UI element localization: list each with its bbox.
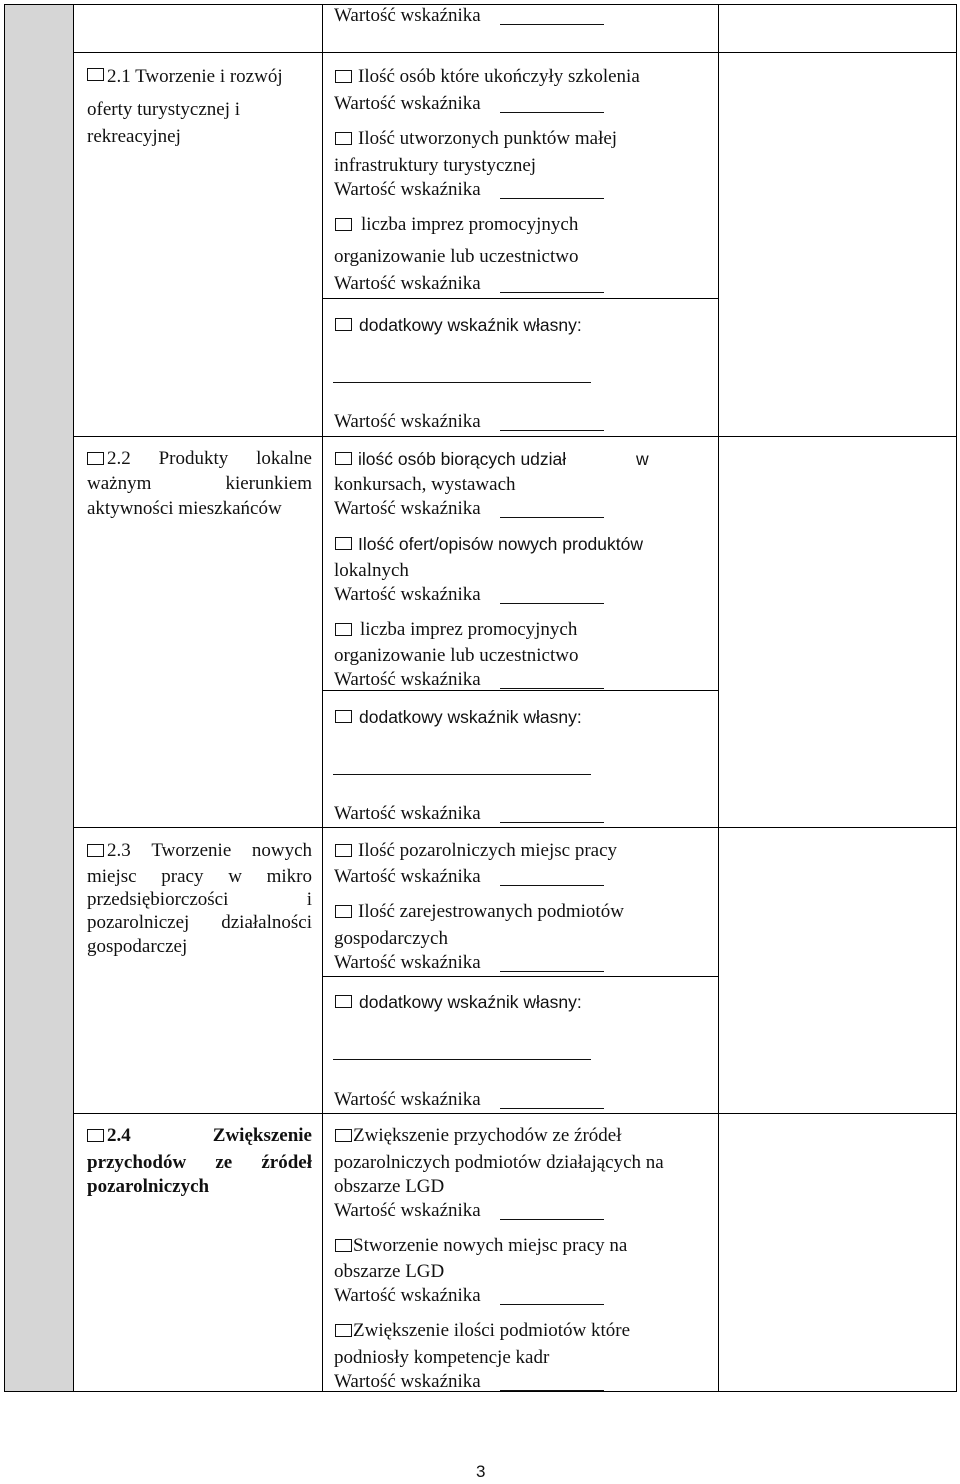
value-label: Wartość wskaźnika: [334, 1089, 481, 1110]
indicator-checkbox[interactable]: [335, 70, 352, 83]
value-blank[interactable]: [500, 603, 604, 604]
indicator-label: pozarolniczych podmiotów działających na: [334, 1152, 664, 1173]
indicator-label: lokalnych: [334, 560, 409, 581]
value-label: Wartość wskaźnika: [334, 584, 481, 605]
indicator-label: Ilość zarejestrowanych podmiotów: [358, 901, 624, 922]
value-blank[interactable]: [500, 292, 604, 293]
row-divider-3: [73, 827, 957, 828]
indicator-label: liczba imprez promocyjnych: [360, 619, 578, 640]
page-number: 3: [476, 1462, 486, 1481]
indicator-checkbox[interactable]: [335, 537, 352, 550]
value-blank[interactable]: [500, 24, 604, 25]
own-divider-3: [322, 976, 719, 977]
value-label: Wartość wskaźnika: [334, 952, 481, 973]
value-label: Wartość wskaźnika: [334, 866, 481, 887]
value-blank[interactable]: [500, 1108, 604, 1109]
value-label: Wartość wskaźnika: [334, 803, 481, 824]
indicator-label: liczba imprez promocyjnych: [361, 214, 579, 235]
indicator-label: obszarze LGD: [334, 1176, 445, 1197]
row1-checkbox[interactable]: [87, 68, 104, 81]
own-indicator-checkbox[interactable]: [335, 995, 352, 1008]
own-indicator-checkbox[interactable]: [335, 318, 352, 331]
value-label: Wartość wskaźnika: [334, 669, 481, 690]
value-blank[interactable]: [500, 688, 604, 689]
row1-title: oferty turystycznej i: [87, 99, 241, 120]
value-label: Wartość wskaźnika: [334, 93, 481, 114]
row2-title: 2.2 Produkty lokalne: [107, 448, 312, 469]
value-label: Wartość wskaźnika: [334, 1200, 481, 1221]
indicator-label: infrastruktury turystycznej: [334, 155, 537, 176]
table-border-gray: [73, 4, 74, 1392]
own-indicator-blank[interactable]: [333, 774, 591, 775]
indicator-label: organizowanie lub uczestnictwo: [334, 645, 579, 666]
indicator-checkbox[interactable]: [335, 1324, 352, 1337]
indicator-label: Stworzenie nowych miejsc pracy na: [353, 1235, 628, 1256]
indicator-checkbox[interactable]: [335, 844, 352, 857]
row4-title: pozarolniczych: [87, 1176, 210, 1197]
indicator-checkbox[interactable]: [335, 905, 352, 918]
table-border-col3: [718, 4, 719, 1392]
row-divider-2: [73, 436, 957, 437]
value-label: Wartość wskaźnika: [334, 1285, 481, 1306]
row4-checkbox[interactable]: [87, 1129, 104, 1142]
value-blank[interactable]: [500, 430, 604, 431]
indicator-label: Zwiększenie przychodów ze źródeł: [353, 1125, 622, 1146]
indicator-checkbox[interactable]: [335, 1239, 352, 1252]
row1-title: 2.1 Tworzenie i rozwój: [107, 66, 283, 87]
indicator-label: Ilość pozarolniczych miejsc pracy: [358, 840, 618, 861]
value-label: Wartość wskaźnika: [334, 498, 481, 519]
value-label: Wartość wskaźnika: [334, 5, 481, 26]
value-blank[interactable]: [500, 112, 604, 113]
value-blank[interactable]: [500, 1304, 604, 1305]
indicator-checkbox[interactable]: [335, 132, 352, 145]
indicator-label: Ilość osób które ukończyły szkolenia: [358, 66, 640, 87]
row3-title: przedsiębiorczości i: [87, 889, 312, 910]
indicator-label: w: [636, 449, 649, 469]
own-indicator-label: dodatkowy wskaźnik własny:: [359, 707, 582, 727]
row2-title: ważnym kierunkiem: [87, 473, 312, 494]
own-indicator-checkbox[interactable]: [335, 710, 352, 723]
own-indicator-blank[interactable]: [333, 382, 591, 383]
indicator-checkbox[interactable]: [335, 218, 352, 231]
own-indicator-label: dodatkowy wskaźnik własny:: [359, 315, 582, 335]
row4-title: 2.4 Zwiększenie: [107, 1125, 312, 1146]
row3-title: gospodarczej: [87, 936, 188, 957]
indicator-label: obszarze LGD: [334, 1261, 445, 1282]
indicator-label: podniosły kompetencje kadr: [334, 1347, 550, 1368]
gray-column: [4, 4, 73, 1392]
table-border-left: [4, 4, 5, 1392]
row2-title: aktywności mieszkańców: [87, 498, 282, 519]
indicator-checkbox[interactable]: [335, 452, 352, 465]
row3-title: 2.3 Tworzenie nowych: [107, 840, 312, 861]
row1-title: rekreacyjnej: [87, 126, 181, 147]
value-blank[interactable]: [500, 517, 604, 518]
indicator-label: Zwiększenie ilości podmiotów które: [353, 1320, 631, 1341]
value-label: Wartość wskaźnika: [334, 179, 481, 200]
indicator-label: konkursach, wystawach: [334, 474, 516, 495]
row3-title: pozarolniczej działalności: [87, 912, 312, 933]
indicator-label: Ilość ofert/opisów nowych produktów: [358, 534, 643, 554]
row3-checkbox[interactable]: [87, 844, 104, 857]
value-label: Wartość wskaźnika: [334, 411, 481, 432]
value-blank[interactable]: [500, 885, 604, 886]
table-border-col2: [322, 4, 323, 1392]
indicator-label: ilość osób biorących udział: [358, 449, 567, 469]
value-blank[interactable]: [500, 971, 604, 972]
value-blank[interactable]: [500, 198, 604, 199]
value-blank[interactable]: [500, 1390, 604, 1391]
value-label: Wartość wskaźnika: [334, 1371, 481, 1392]
table-border-right: [956, 4, 957, 1392]
own-indicator-blank[interactable]: [333, 1059, 591, 1060]
indicator-checkbox[interactable]: [335, 1129, 352, 1142]
own-divider-1: [322, 298, 719, 299]
row-divider-4: [73, 1113, 957, 1114]
value-blank[interactable]: [500, 822, 604, 823]
indicator-label: Ilość utworzonych punktów małej: [358, 128, 618, 149]
row2-checkbox[interactable]: [87, 452, 104, 465]
indicator-label: organizowanie lub uczestnictwo: [334, 246, 579, 267]
own-indicator-label: dodatkowy wskaźnik własny:: [359, 992, 582, 1012]
indicator-label: gospodarczych: [334, 928, 448, 949]
row4-title: przychodów ze źródeł: [87, 1152, 312, 1173]
value-label: Wartość wskaźnika: [334, 273, 481, 294]
row-divider-1: [73, 52, 957, 53]
indicator-checkbox[interactable]: [335, 623, 352, 636]
row3-title: miejsc pracy w mikro: [87, 866, 312, 887]
value-blank[interactable]: [500, 1219, 604, 1220]
